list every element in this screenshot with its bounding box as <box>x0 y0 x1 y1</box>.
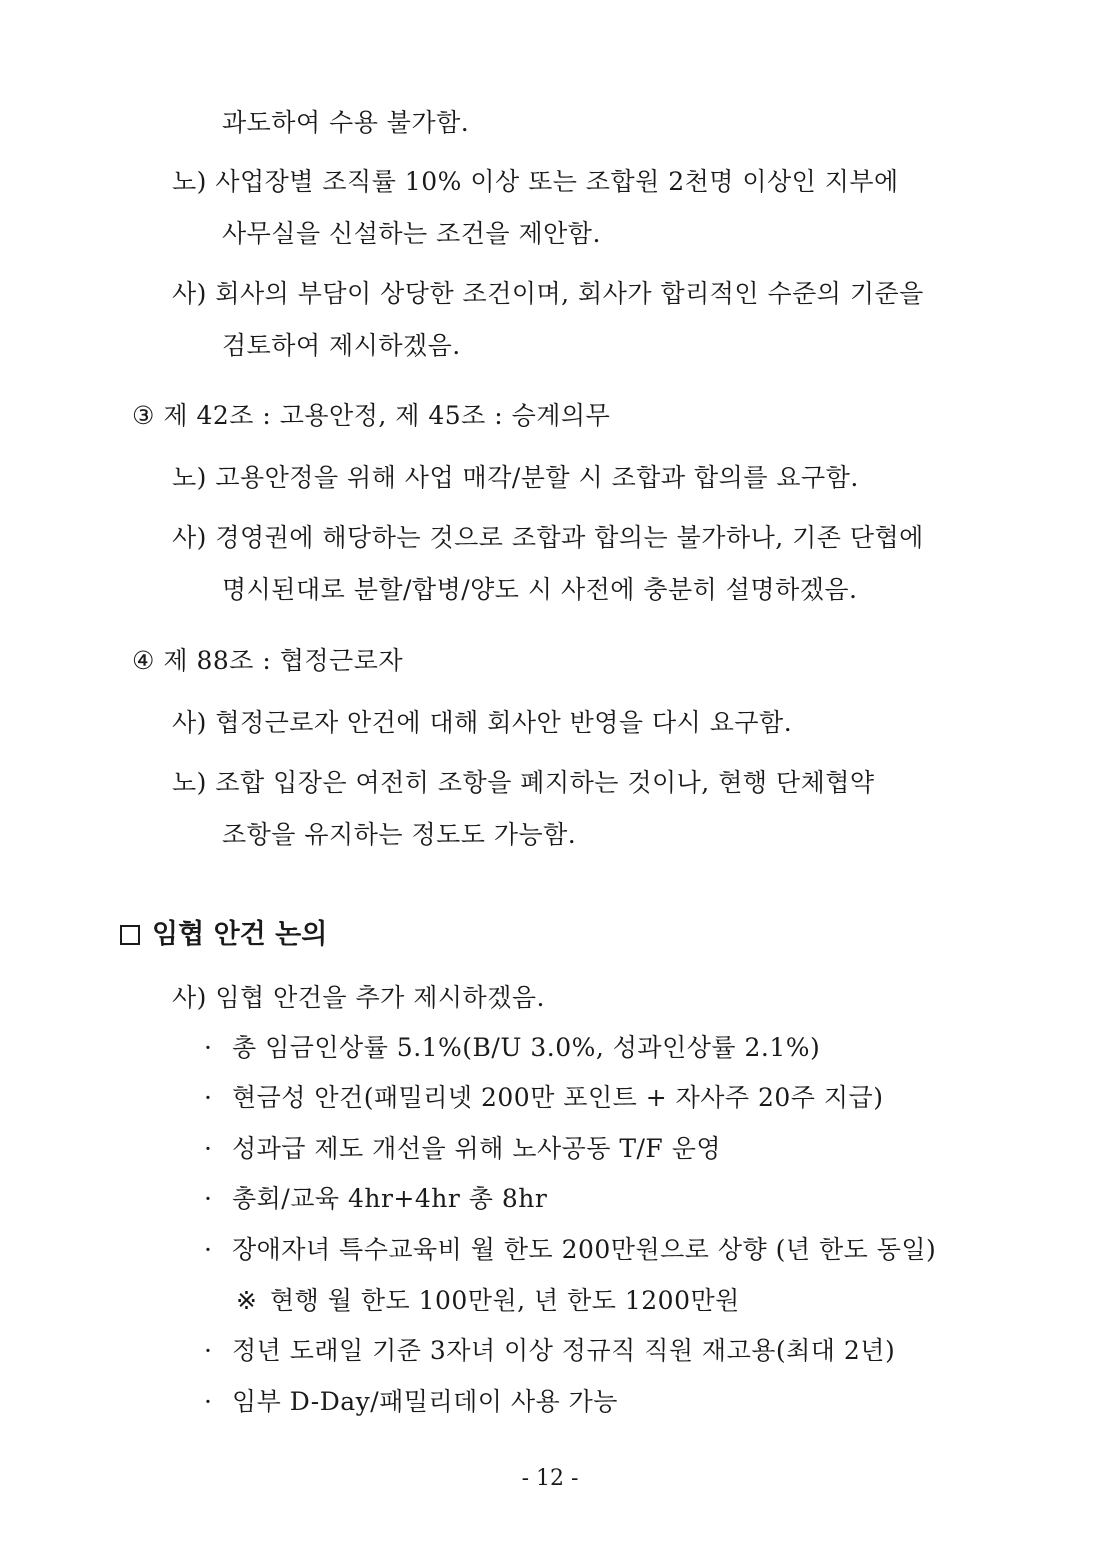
bullet-dot: · <box>204 1134 213 1163</box>
bullet-item <box>204 1234 936 1266</box>
page-number: - 12 - <box>521 1466 579 1491</box>
bullet-item <box>204 1183 547 1215</box>
line-text: 성과급 제도 개선을 위해 노사공동 T/F 운영 <box>232 1134 722 1163</box>
company-statement <box>172 982 545 1014</box>
company-statement <box>172 707 792 739</box>
bullet-dot: · <box>204 1083 213 1112</box>
circled-number: ④ <box>132 646 155 675</box>
bullet-dot: · <box>204 1033 213 1062</box>
line-text: 정년 도래일 기준 3자녀 이상 정규직 직원 재고용(최대 2년) <box>232 1336 896 1365</box>
item-marker: 노) <box>172 167 207 196</box>
bullet-item <box>204 1386 618 1418</box>
company-statement <box>172 522 924 554</box>
reference-note <box>236 1285 740 1317</box>
bullet-item <box>204 1335 895 1367</box>
line-text: 협정근로자 안건에 대해 회사안 반영을 다시 요구함. <box>215 708 793 737</box>
article-heading <box>132 400 610 432</box>
bullet-item <box>204 1082 883 1114</box>
circled-number: ③ <box>132 401 155 430</box>
line-text: 고용안정을 위해 사업 매각/분할 시 조합과 합의를 요구함. <box>215 463 859 492</box>
union-statement <box>172 767 875 799</box>
item-marker: 사) <box>172 279 207 308</box>
line-text: 총 임금인상률 5.1%(B/U 3.0%, 성과인상률 2.1%) <box>232 1033 821 1062</box>
item-marker: 노) <box>172 463 207 492</box>
item-marker: 사) <box>172 983 207 1012</box>
item-marker: 사) <box>172 708 207 737</box>
line-text: 제 88조 : 협정근로자 <box>163 646 404 675</box>
text-line <box>222 330 461 362</box>
union-statement <box>172 462 859 494</box>
bullet-dot: · <box>204 1387 213 1416</box>
bullet-dot: · <box>204 1184 213 1213</box>
item-marker: 노) <box>172 768 207 797</box>
text-line <box>222 574 857 606</box>
line-text: 제 42조 : 고용안정, 제 45조 : 승계의무 <box>163 401 611 430</box>
line-text: 과도하여 수용 불가함. <box>222 108 470 137</box>
text-line <box>222 107 469 139</box>
text-line <box>222 218 601 250</box>
section-title: 임협 안건 논의 <box>152 919 328 950</box>
line-text: 회사의 부담이 상당한 조건이며, 회사가 합리적인 수준의 기준을 <box>215 279 924 308</box>
section-heading <box>120 918 327 952</box>
bullet-dot: · <box>204 1235 213 1264</box>
checkbox-square-icon <box>120 925 140 945</box>
line-text: 사업장별 조직률 10% 이상 또는 조합원 2천명 이상인 지부에 <box>215 167 899 196</box>
line-text: 사무실을 신설하는 조건을 제안함. <box>222 219 601 248</box>
bullet-item <box>204 1133 721 1165</box>
bullet-dot: · <box>204 1336 213 1365</box>
line-text: 임부 D-Day/패밀리데이 사용 가능 <box>232 1387 618 1416</box>
text-line <box>222 819 576 851</box>
bullet-item <box>204 1032 820 1064</box>
line-text: 명시된대로 분할/합병/양도 시 사전에 충분히 설명하겠음. <box>222 575 858 604</box>
line-text: 장애자녀 특수교육비 월 한도 200만원으로 상향 (년 한도 동일) <box>232 1235 937 1264</box>
article-heading <box>132 645 403 677</box>
reference-mark-icon: ※ <box>236 1286 258 1315</box>
union-statement <box>172 166 899 198</box>
line-text: 조항을 유지하는 정도도 가능함. <box>222 820 577 849</box>
line-text: 조합 입장은 여전히 조항을 폐지하는 것이나, 현행 단체협약 <box>215 768 875 797</box>
company-statement <box>172 278 924 310</box>
line-text: 총회/교육 4hr+4hr 총 8hr <box>232 1184 548 1213</box>
line-text: 현행 월 한도 100만원, 년 한도 1200만원 <box>270 1286 740 1315</box>
line-text: 경영권에 해당하는 것으로 조합과 합의는 불가하나, 기존 단협에 <box>215 523 924 552</box>
item-marker: 사) <box>172 523 207 552</box>
line-text: 현금성 안건(패밀리넷 200만 포인트 + 자사주 20주 지급) <box>232 1083 884 1112</box>
line-text: 검토하여 제시하겠음. <box>222 331 461 360</box>
line-text: 임협 안건을 추가 제시하겠음. <box>215 983 545 1012</box>
